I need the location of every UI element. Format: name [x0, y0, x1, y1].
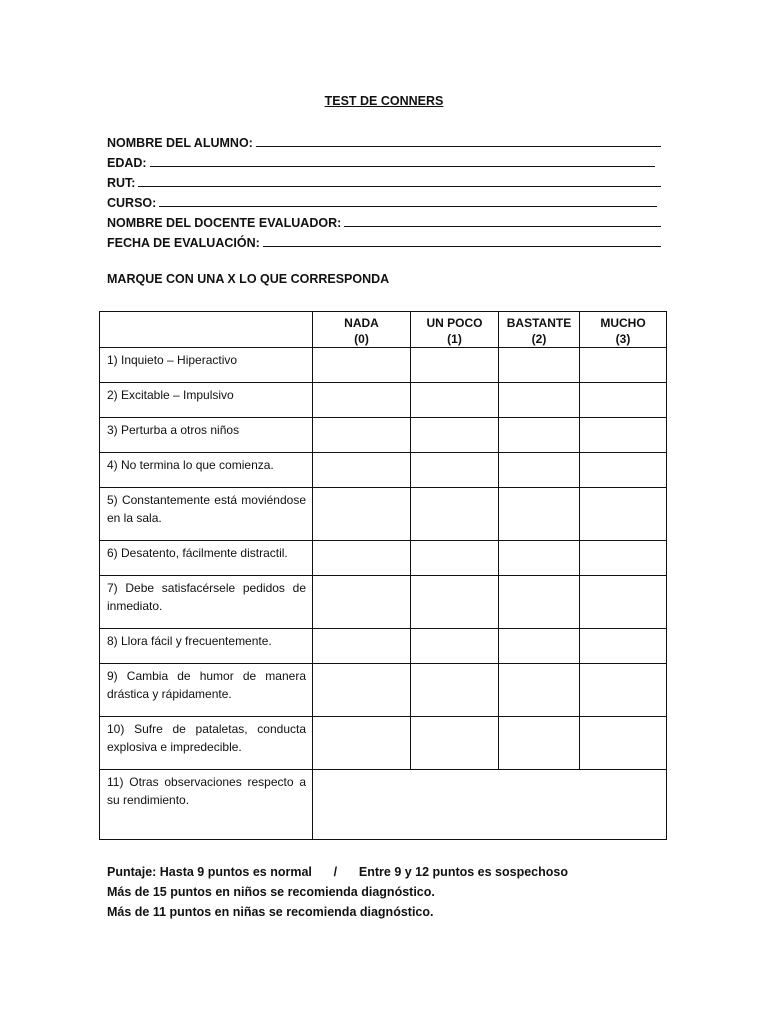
- table-row: [100, 629, 667, 664]
- answer-cell-un-poco[interactable]: [411, 541, 499, 576]
- answer-cell-mucho[interactable]: [580, 383, 667, 418]
- item-label: 8) Llora fácil y frecuentemente.: [100, 629, 313, 664]
- column-score: (0): [354, 332, 369, 346]
- scoring-suspicious: Entre 9 y 12 puntos es sospechoso: [358, 865, 568, 879]
- student-name-field[interactable]: [107, 130, 661, 150]
- answer-cell-bastante[interactable]: [499, 629, 580, 664]
- column-score: (3): [615, 332, 631, 346]
- field-label: NOMBRE DEL ALUMNO:: [107, 136, 253, 150]
- scoring-normal: Puntaje: Hasta 9 puntos es normal: [107, 865, 312, 879]
- answer-cell-mucho[interactable]: [580, 453, 667, 488]
- item-label: 2) Excitable – Impulsivo: [100, 383, 313, 418]
- observations-row: [100, 770, 667, 840]
- table-row: [100, 383, 667, 418]
- observations-label: 11) Otras observaciones respecto a su rendimiento.: [100, 770, 313, 840]
- evaluation-date-field[interactable]: [107, 230, 661, 250]
- answer-cell-nada[interactable]: [313, 418, 411, 453]
- column-label: UN POCO: [426, 316, 483, 330]
- fill-line[interactable]: [150, 154, 655, 167]
- answer-cell-nada[interactable]: [313, 576, 411, 629]
- answer-cell-nada[interactable]: [313, 348, 411, 383]
- scoring-boys: Más de 15 puntos en niños se recomienda diagnóstico.: [107, 885, 435, 899]
- item-label: 7) Debe satisfacérsele pedidos de inmediato.: [100, 576, 313, 629]
- answer-cell-mucho[interactable]: [580, 348, 667, 383]
- item-label: 10) Sufre de pataletas, conducta explosiva e impredecible.: [100, 717, 313, 770]
- answer-cell-mucho[interactable]: [580, 629, 667, 664]
- course-field[interactable]: [107, 190, 661, 210]
- item-label: 1) Inquieto – Hiperactivo: [100, 348, 313, 383]
- answer-cell-nada[interactable]: [313, 541, 411, 576]
- answer-cell-un-poco[interactable]: [411, 418, 499, 453]
- column-header-mucho: [580, 312, 667, 348]
- field-label: NOMBRE DEL DOCENTE EVALUADOR:: [107, 216, 342, 230]
- header-blank: [100, 312, 313, 348]
- answer-cell-bastante[interactable]: [499, 383, 580, 418]
- answer-cell-nada[interactable]: [313, 453, 411, 488]
- rut-field[interactable]: [107, 170, 661, 190]
- answer-cell-un-poco[interactable]: [411, 383, 499, 418]
- scoring-notes: [107, 862, 568, 922]
- answer-cell-mucho[interactable]: [580, 576, 667, 629]
- answer-cell-nada[interactable]: [313, 629, 411, 664]
- answer-cell-bastante[interactable]: [499, 664, 580, 717]
- scoring-line-1: [107, 862, 568, 882]
- field-label: FECHA DE EVALUACIÓN:: [107, 236, 260, 250]
- scoring-girls: Más de 11 puntos en niñas se recomienda diagnóstico.: [107, 905, 434, 919]
- fill-line[interactable]: [344, 214, 661, 227]
- table-row: [100, 348, 667, 383]
- student-info-form: [107, 130, 661, 250]
- page-title: TEST DE CONNERS: [324, 94, 444, 108]
- item-label: 4) No termina lo que comienza.: [100, 453, 313, 488]
- answer-cell-un-poco[interactable]: [411, 717, 499, 770]
- answer-cell-bastante[interactable]: [499, 488, 580, 541]
- instruction-text: MARQUE CON UNA X LO QUE CORRESPONDA: [107, 272, 390, 286]
- column-score: (1): [447, 332, 462, 346]
- answer-cell-un-poco[interactable]: [411, 453, 499, 488]
- scoring-separator: /: [333, 865, 338, 879]
- column-header-nada: [313, 312, 411, 348]
- answer-cell-nada[interactable]: [313, 488, 411, 541]
- column-label: MUCHO: [600, 316, 646, 330]
- fill-line[interactable]: [256, 134, 661, 147]
- item-label: 6) Desatento, fácilmente distractil.: [100, 541, 313, 576]
- answer-cell-nada[interactable]: [313, 664, 411, 717]
- answer-cell-bastante[interactable]: [499, 541, 580, 576]
- answer-cell-nada[interactable]: [313, 717, 411, 770]
- answer-cell-bastante[interactable]: [499, 348, 580, 383]
- answer-cell-mucho[interactable]: [580, 541, 667, 576]
- table-row: [100, 717, 667, 770]
- table-row: [100, 541, 667, 576]
- field-label: RUT:: [107, 176, 136, 190]
- field-label: EDAD:: [107, 156, 147, 170]
- answer-cell-bastante[interactable]: [499, 453, 580, 488]
- answer-cell-bastante[interactable]: [499, 576, 580, 629]
- answer-cell-mucho[interactable]: [580, 717, 667, 770]
- evaluator-field[interactable]: [107, 210, 661, 230]
- answer-cell-bastante[interactable]: [499, 418, 580, 453]
- answer-cell-un-poco[interactable]: [411, 664, 499, 717]
- answer-cell-nada[interactable]: [313, 383, 411, 418]
- answer-cell-bastante[interactable]: [499, 717, 580, 770]
- answer-cell-mucho[interactable]: [580, 664, 667, 717]
- rating-table: [99, 311, 667, 840]
- fill-line[interactable]: [159, 194, 657, 207]
- item-label: 3) Perturba a otros niños: [100, 418, 313, 453]
- answer-cell-mucho[interactable]: [580, 418, 667, 453]
- table-row: [100, 453, 667, 488]
- column-header-bastante: [499, 312, 580, 348]
- header-row: [100, 312, 667, 348]
- column-label: BASTANTE: [506, 316, 572, 330]
- observations-cell[interactable]: [313, 770, 667, 840]
- age-field[interactable]: [107, 150, 661, 170]
- table-row: [100, 576, 667, 629]
- answer-cell-mucho[interactable]: [580, 488, 667, 541]
- answer-cell-un-poco[interactable]: [411, 576, 499, 629]
- item-label: 5) Constantemente está moviéndose en la sala.: [100, 488, 313, 541]
- column-header-un-poco: [411, 312, 499, 348]
- column-score: (2): [531, 332, 547, 346]
- field-label: CURSO:: [107, 196, 157, 210]
- fill-line[interactable]: [138, 174, 661, 187]
- table-row: [100, 488, 667, 541]
- answer-cell-un-poco[interactable]: [411, 629, 499, 664]
- table-row: [100, 418, 667, 453]
- answer-cell-un-poco[interactable]: [411, 488, 499, 541]
- answer-cell-un-poco[interactable]: [411, 348, 499, 383]
- table-row: [100, 664, 667, 717]
- fill-line[interactable]: [263, 234, 661, 247]
- column-label: NADA: [344, 316, 379, 330]
- item-label: 9) Cambia de humor de manera drástica y rápidamente.: [100, 664, 313, 717]
